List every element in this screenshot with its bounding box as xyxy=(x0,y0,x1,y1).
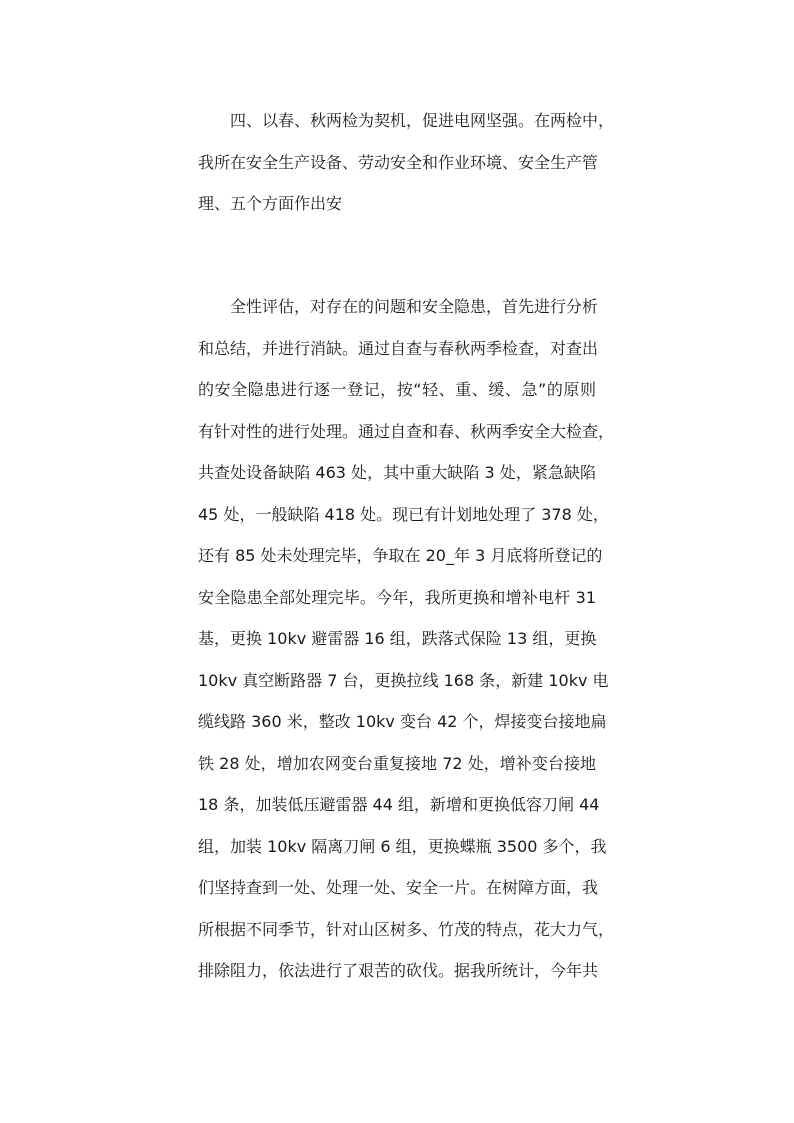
paragraph-2 xyxy=(198,286,615,992)
text-line: 10kv 真空断路器 7 台，更换拉线 168 条，新建 10kv 电 xyxy=(198,670,609,690)
text-line: 全性评估，对存在的问题和安全隐患，首先进行分析 xyxy=(230,297,599,316)
text-line: 缆线路 360 米，整改 10kv 变台 42 个，焊接变台接地扁 xyxy=(198,712,607,731)
text-line: 安全隐患全部处理完毕。今年，我所更换和增补电杆 31 xyxy=(198,587,596,607)
text-line: 基，更换 10kv 避雷器 16 组，跌落式保险 13 组，更换 xyxy=(198,629,597,648)
text-line: 排除阻力，依法进行了艰苦的砍伐。据我所统计，今年共 xyxy=(198,961,599,980)
text-line: 铁 28 处，增加农网变台重复接地 72 处，增补变台接地 xyxy=(198,753,596,773)
text-line: 45 处，一般缺陷 418 处。现已有计划地处理了 378 处， xyxy=(198,504,609,524)
text-line: 我所在安全生产设备、劳动安全和作业环境、安全生产管 xyxy=(198,152,599,172)
text-line: 们坚持查到一处、处理一处、安全一片。在树障方面，我 xyxy=(198,878,599,897)
text-line: 理、五个方面作出安 xyxy=(198,194,343,213)
text-line: 所根据不同季节，针对山区树多、竹茂的特点，花大力气， xyxy=(198,919,615,939)
paragraph-1 xyxy=(198,100,615,225)
text-line: 还有 85 处未处理完毕，争取在 20_年 3 月底将所登记的 xyxy=(198,546,603,565)
text-line: 共查处设备缺陷 463 处，其中重大缺陷 3 处，紧急缺陷 xyxy=(198,463,596,482)
text-line: 四、以春、秋两检为契机，促进电网坚强。在两检中， xyxy=(230,111,615,130)
text-line: 18 条，加装低压避雷器 44 组，新增和更换低容刀闸 44 xyxy=(198,795,600,814)
text-line: 组，加装 10kv 隔离刀闸 6 组，更换蝶瓶 3500 多个，我 xyxy=(198,836,607,856)
text-line: 和总结，并进行消缺。通过自查与春秋两季检查，对查出 xyxy=(198,338,599,358)
text-line: 的安全隐患进行逐一登记，按“轻、重、缓、急”的原则 xyxy=(198,380,596,399)
text-line: 有针对性的进行处理。通过自查和春、秋两季安全大检查， xyxy=(198,421,615,441)
